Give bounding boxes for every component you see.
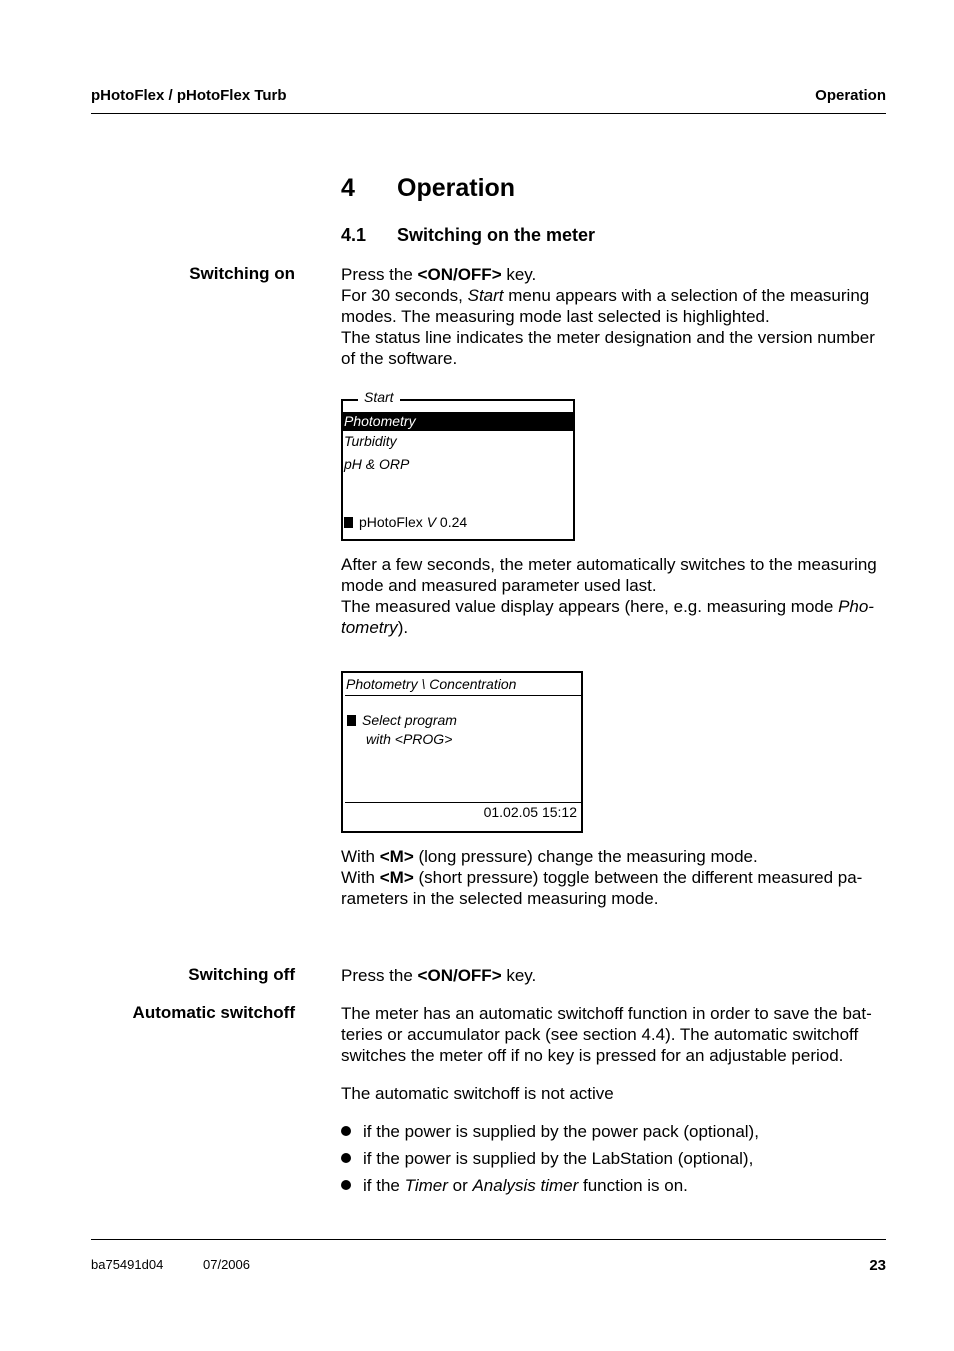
section-number: 4.1 — [341, 225, 367, 245]
display-timestamp: 01.02.05 15:12 — [483, 804, 577, 820]
switching-off-text: Press the <ON/OFF> key. — [341, 966, 537, 985]
menu-item-ph-orp: pH & ORP — [344, 456, 410, 472]
bullet-dot-icon — [341, 1153, 351, 1163]
menu-item-photometry-highlighted: Photometry — [343, 412, 573, 431]
side-label-automatic-switchoff: Automatic switchoff — [132, 1003, 295, 1022]
auto-switch-paragraph: After a few seconds, the meter automatically switches to the measuring mode and measured parameter used last. — [341, 555, 877, 595]
bullet-item-timer: if the Timer or Analysis timer function is on. — [341, 1176, 688, 1196]
display-title-start: Start — [358, 389, 400, 405]
chapter-title: Operation — [397, 174, 516, 202]
display-status-rule — [345, 802, 581, 803]
m-long-press-line: With <M> (long pressure) change the measuring mode. — [341, 847, 758, 866]
status-line: pHotoFlex V 0.24 — [344, 514, 467, 530]
m-key-text — [341, 846, 889, 909]
with-prog-line: with <PROG> — [366, 731, 453, 747]
menu-item-turbidity: Turbidity — [344, 433, 397, 449]
display-title-concentration: Photometry \ Concentration — [346, 676, 517, 692]
status-square-icon — [347, 715, 356, 726]
switching-on-text — [341, 264, 889, 369]
auto-switchoff-not-active: The automatic switchoff is not active — [341, 1084, 614, 1103]
page-number: 23 — [869, 1257, 886, 1274]
side-label-switching-off: Switching off — [188, 965, 295, 984]
status-line-paragraph: The status line indicates the meter designation and the version number of the software. — [341, 328, 875, 368]
header-right: Operation — [815, 87, 886, 104]
status-square-icon — [344, 517, 353, 528]
display-title-rule — [345, 695, 581, 696]
footer-date: 07/2006 — [203, 1257, 250, 1272]
measured-value-paragraph: The measured value display appears (here, e.g. measuring mode Pho-tometry). — [341, 597, 874, 637]
chapter-number: 4 — [341, 174, 355, 202]
measured-value-display — [341, 671, 583, 833]
footer-doc-id: ba75491d04 — [91, 1257, 164, 1272]
on-off-key: <ON/OFF> — [417, 265, 502, 284]
header-rule — [91, 113, 886, 114]
section-title: Switching on the meter — [397, 225, 596, 245]
side-label-switching-on: Switching on — [189, 264, 295, 283]
bullet-item-power-pack: if the power is supplied by the power pack (optional), — [341, 1122, 759, 1142]
m-short-press-line: With <M> (short pressure) toggle between the different measured pa-rameters in the selected measuring mode. — [341, 868, 863, 908]
auto-switchoff-paragraph: The meter has an automatic switchoff function in order to save the bat-teries or accumulator pack (see section 4.4). The automatic switchoff switches the meter off if no key is pressed for an adjustable period. — [341, 1004, 872, 1065]
bullet-dot-icon — [341, 1180, 351, 1190]
header-left: pHotoFlex / pHotoFlex Turb — [91, 87, 287, 104]
bullet-dot-icon — [341, 1126, 351, 1136]
start-menu-paragraph: For 30 seconds, Start menu appears with a selection of the measuring modes. The measuring mode last selected is highlighted. — [341, 286, 870, 326]
after-text — [341, 554, 889, 638]
select-program-line: Select program — [347, 712, 457, 728]
press-on-off-line: Press the <ON/OFF> key. — [341, 265, 537, 284]
bullet-item-labstation: if the power is supplied by the LabStation (optional), — [341, 1149, 753, 1169]
start-menu-display — [341, 389, 575, 541]
footer-rule — [91, 1239, 886, 1240]
